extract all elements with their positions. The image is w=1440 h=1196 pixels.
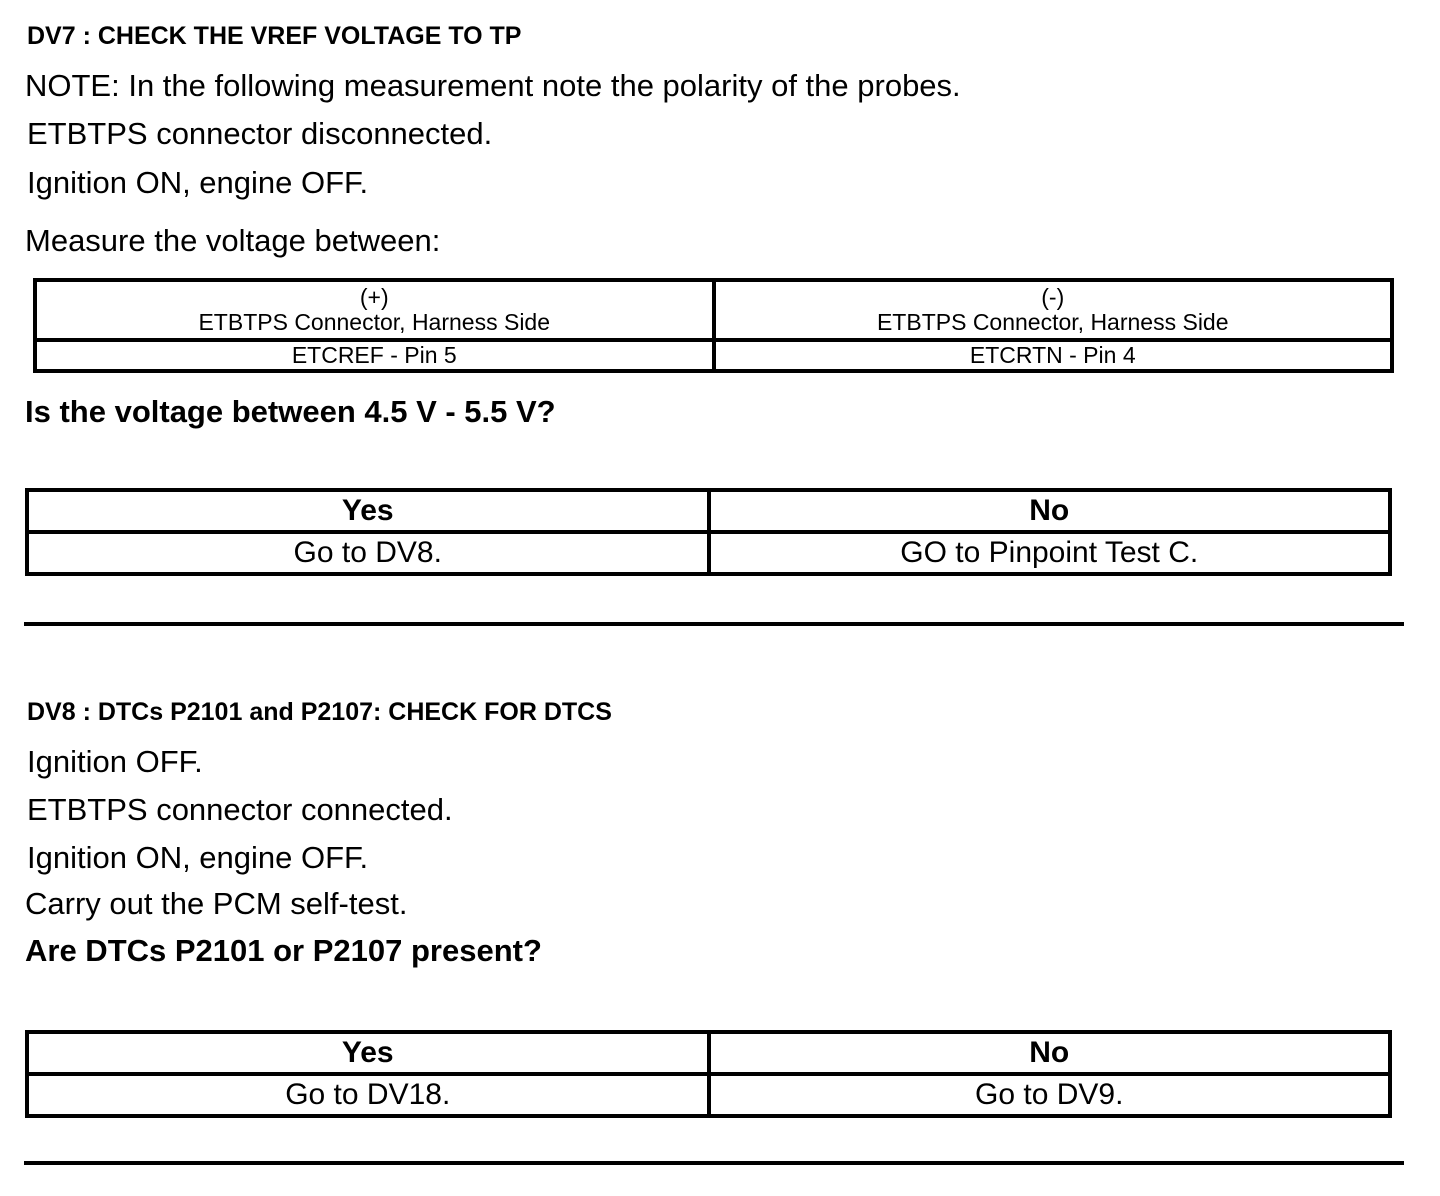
dv7-answer-table	[25, 488, 1392, 576]
dv7-step-1: ETBTPS connector disconnected.	[27, 116, 493, 151]
section-divider-bottom	[24, 1161, 1404, 1165]
dv7-question: Is the voltage between 4.5 V - 5.5 V?	[25, 394, 556, 429]
dv7-measure-intro: Measure the voltage between:	[25, 223, 441, 258]
dv8-step-1: Ignition OFF.	[27, 744, 203, 779]
plus-probe-header	[35, 280, 714, 340]
dv8-no-header: No	[709, 1032, 1391, 1074]
dv7-note: NOTE: In the following measurement note the polarity of the probes.	[25, 68, 961, 103]
dv7-no-action: GO to Pinpoint Test C.	[709, 532, 1391, 574]
dv8-yes-action: Go to DV18.	[27, 1074, 709, 1116]
dv7-yes-action: Go to DV8.	[27, 532, 709, 574]
minus-location: ETBTPS Connector, Harness Side	[876, 309, 1229, 335]
minus-polarity: (-)	[1041, 284, 1065, 310]
dv7-yes-header: Yes	[27, 490, 709, 532]
dv8-step-2: ETBTPS connector connected.	[27, 792, 453, 827]
section-divider	[24, 622, 1404, 626]
dv7-measure-table	[33, 278, 1394, 373]
plus-location: ETBTPS Connector, Harness Side	[198, 309, 551, 335]
dv7-no-header: No	[709, 490, 1391, 532]
dv8-step-3: Ignition ON, engine OFF.	[27, 840, 369, 875]
dv8-no-action: Go to DV9.	[709, 1074, 1391, 1116]
minus-pin-cell: ETCRTN - Pin 4	[714, 340, 1393, 371]
plus-pin-cell: ETCREF - Pin 5	[35, 340, 714, 371]
dv8-step-4: Carry out the PCM self-test.	[25, 886, 408, 921]
dv7-heading: DV7 : CHECK THE VREF VOLTAGE TO TP	[27, 22, 522, 50]
minus-probe-header	[714, 280, 1393, 340]
dv8-question: Are DTCs P2101 or P2107 present?	[25, 933, 542, 968]
dv8-yes-header: Yes	[27, 1032, 709, 1074]
dv8-answer-table	[25, 1030, 1392, 1118]
plus-polarity: (+)	[359, 284, 389, 310]
dv7-step-2: Ignition ON, engine OFF.	[27, 165, 369, 200]
dv8-heading: DV8 : DTCs P2101 and P2107: CHECK FOR DTCS	[27, 698, 612, 726]
